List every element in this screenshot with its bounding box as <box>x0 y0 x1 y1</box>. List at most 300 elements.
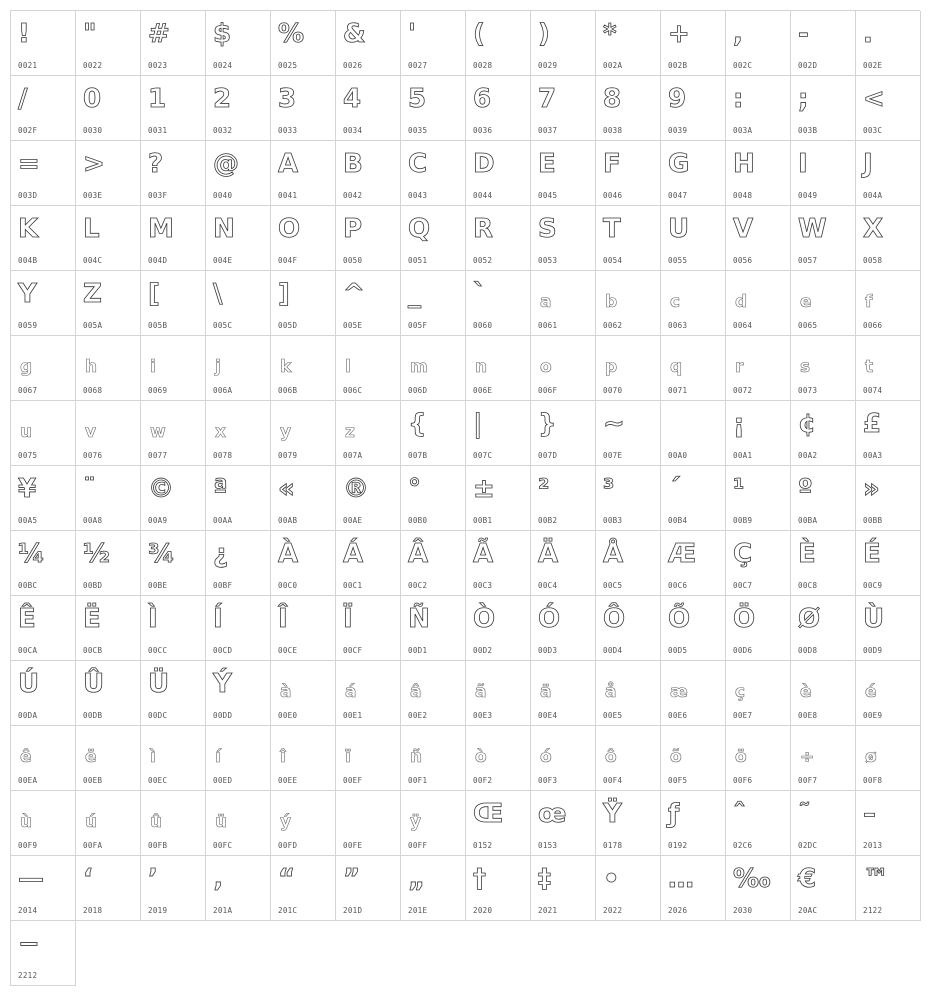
glyph-code-label: 0030 <box>83 126 103 135</box>
glyph-code-label: 0047 <box>668 191 688 200</box>
glyph-grid <box>10 10 920 986</box>
glyph-code-label: 00A3 <box>863 451 883 460</box>
glyph-sample: ï <box>345 747 351 767</box>
glyph-cell <box>206 726 271 791</box>
glyph-cell <box>596 726 661 791</box>
glyph-sample: £ <box>863 409 882 439</box>
glyph-code-label: 201D <box>343 906 363 915</box>
glyph-code-label: 00C4 <box>538 581 558 590</box>
glyph-code-label: 007E <box>603 451 623 460</box>
glyph-sample: ê <box>20 747 32 767</box>
glyph-code-label: 00CA <box>18 646 38 655</box>
glyph-cell <box>271 206 336 271</box>
glyph-cell <box>271 791 336 856</box>
glyph-sample: Ù <box>863 604 885 634</box>
glyph-code-label: 2020 <box>473 906 493 915</box>
glyph-code-label: 003E <box>83 191 103 200</box>
glyph-code-label: 0153 <box>538 841 558 850</box>
glyph-code-label: 00FD <box>278 841 298 850</box>
glyph-code-label: 0070 <box>603 386 623 395</box>
glyph-sample: B <box>343 149 363 179</box>
glyph-cell <box>791 271 856 336</box>
glyph-code-label: 0079 <box>278 451 298 460</box>
glyph-cell <box>206 206 271 271</box>
glyph-sample: È <box>798 539 816 569</box>
glyph-code-label: 0075 <box>18 451 38 460</box>
glyph-sample: ) <box>538 19 550 49</box>
glyph-sample: h <box>85 357 98 377</box>
glyph-cell <box>271 466 336 531</box>
glyph-code-label: 00DD <box>213 711 233 720</box>
glyph-cell <box>11 336 76 401</box>
glyph-sample: a <box>540 292 552 312</box>
glyph-code-label: 00E5 <box>603 711 623 720</box>
glyph-code-label: 004E <box>213 256 233 265</box>
glyph-cell <box>856 856 921 921</box>
glyph-code-label: 0063 <box>668 321 688 330</box>
glyph-sample: ( <box>473 19 485 49</box>
glyph-sample: x <box>215 422 226 442</box>
glyph-cell <box>596 336 661 401</box>
glyph-sample: N <box>213 214 235 244</box>
glyph-code-label: 2026 <box>668 906 688 915</box>
glyph-cell <box>76 11 141 76</box>
glyph-code-label: 2018 <box>83 906 103 915</box>
glyph-cell <box>661 76 726 141</box>
glyph-sample: ? <box>148 149 164 179</box>
glyph-sample: 2 <box>213 84 232 114</box>
glyph-cell <box>466 466 531 531</box>
glyph-cell <box>856 596 921 661</box>
glyph-cell <box>76 401 141 466</box>
glyph-code-label: 00C8 <box>798 581 818 590</box>
glyph-cell <box>466 661 531 726</box>
glyph-sample: u <box>20 422 33 442</box>
glyph-cell <box>596 791 661 856</box>
glyph-cell <box>141 466 206 531</box>
glyph-cell <box>466 726 531 791</box>
glyph-cell <box>76 596 141 661</box>
glyph-sample: X <box>863 214 884 244</box>
glyph-code-label: 00E1 <box>343 711 363 720</box>
glyph-cell <box>596 661 661 726</box>
glyph-cell <box>11 661 76 726</box>
glyph-cell <box>401 596 466 661</box>
glyph-code-label: 002E <box>863 61 883 70</box>
glyph-code-label: 005A <box>83 321 103 330</box>
glyph-code-label: 00E9 <box>863 711 883 720</box>
glyph-sample: C <box>408 149 428 179</box>
glyph-cell <box>856 271 921 336</box>
glyph-sample: i <box>150 357 156 377</box>
glyph-sample: Ý <box>213 669 232 699</box>
glyph-sample: õ <box>670 747 682 767</box>
glyph-cell <box>206 401 271 466</box>
glyph-code-label: 00C0 <box>278 581 298 590</box>
glyph-code-label: 00E8 <box>798 711 818 720</box>
glyph-cell <box>856 11 921 76</box>
glyph-cell <box>76 271 141 336</box>
glyph-sample: ‰ <box>733 864 771 894</box>
glyph-sample: à <box>280 682 292 702</box>
glyph-sample: \ <box>213 279 223 309</box>
glyph-sample: ü <box>215 812 228 832</box>
glyph-cell <box>661 661 726 726</box>
glyph-code-label: 007C <box>473 451 493 460</box>
glyph-sample: … <box>668 864 694 894</box>
glyph-code-label: 00BB <box>863 516 883 525</box>
glyph-code-label: 0178 <box>603 841 623 850</box>
glyph-code-label: 0038 <box>603 126 623 135</box>
glyph-code-label: 0033 <box>278 126 298 135</box>
glyph-cell <box>726 856 791 921</box>
glyph-code-label: 00C6 <box>668 581 688 590</box>
glyph-cell <box>336 856 401 921</box>
glyph-cell <box>401 856 466 921</box>
glyph-cell <box>856 791 921 856</box>
glyph-code-label: 2019 <box>148 906 168 915</box>
glyph-sample: Ë <box>83 604 101 634</box>
glyph-code-label: 0023 <box>148 61 168 70</box>
glyph-code-label: 0040 <box>213 191 233 200</box>
glyph-code-label: 0051 <box>408 256 428 265</box>
glyph-sample: _ <box>408 279 421 309</box>
glyph-code-label: 00CC <box>148 646 168 655</box>
glyph-code-label: 00B9 <box>733 516 753 525</box>
glyph-code-label: 0192 <box>668 841 688 850</box>
glyph-sample: ö <box>735 747 747 767</box>
glyph-cell <box>596 856 661 921</box>
glyph-sample: ò <box>475 747 487 767</box>
glyph-code-label: 003C <box>863 126 883 135</box>
glyph-sample: Ã <box>473 539 494 569</box>
glyph-cell <box>401 206 466 271</box>
glyph-cell <box>271 76 336 141</box>
glyph-code-label: 0034 <box>343 126 363 135</box>
glyph-code-label: 2212 <box>18 971 38 980</box>
glyph-sample: < <box>863 84 885 114</box>
glyph-sample: œ <box>538 799 567 829</box>
glyph-sample: " <box>83 19 97 49</box>
glyph-sample: ÿ <box>410 812 422 832</box>
glyph-code-label: 006E <box>473 386 493 395</box>
glyph-cell <box>76 336 141 401</box>
glyph-code-label: 007A <box>343 451 363 460</box>
glyph-cell <box>596 466 661 531</box>
glyph-code-label: 00C3 <box>473 581 493 590</box>
glyph-cell <box>466 856 531 921</box>
glyph-cell <box>141 856 206 921</box>
glyph-sample: } <box>538 409 557 439</box>
glyph-cell <box>791 11 856 76</box>
glyph-sample: n <box>475 357 488 377</box>
glyph-cell <box>726 531 791 596</box>
glyph-cell <box>336 531 401 596</box>
glyph-sample: G <box>668 149 690 179</box>
glyph-cell <box>336 661 401 726</box>
glyph-sample: p <box>605 357 618 377</box>
glyph-cell <box>11 401 76 466</box>
glyph-sample: m <box>410 357 428 377</box>
glyph-sample: ” <box>343 864 361 894</box>
glyph-sample: Î <box>278 604 288 634</box>
glyph-code-label: 0053 <box>538 256 558 265</box>
glyph-code-label: 0067 <box>18 386 38 395</box>
glyph-sample: © <box>148 474 174 504</box>
glyph-code-label: 002B <box>668 61 688 70</box>
glyph-sample: ý <box>280 812 292 832</box>
glyph-sample: 7 <box>538 84 557 114</box>
glyph-sample: É <box>863 539 881 569</box>
glyph-sample: : <box>733 84 744 114</box>
glyph-sample: ¾ <box>148 539 175 569</box>
glyph-cell <box>11 206 76 271</box>
glyph-sample: Ç <box>733 539 753 569</box>
glyph-sample: Õ <box>668 604 691 634</box>
glyph-code-label: 0048 <box>733 191 753 200</box>
glyph-sample: { <box>408 409 427 439</box>
glyph-sample: j <box>215 357 221 377</box>
glyph-code-label: 002C <box>733 61 753 70</box>
glyph-cell <box>271 531 336 596</box>
glyph-sample: ô <box>605 747 617 767</box>
glyph-cell <box>271 271 336 336</box>
glyph-code-label: 00D4 <box>603 646 623 655</box>
glyph-cell <box>11 856 76 921</box>
glyph-code-label: 0024 <box>213 61 233 70</box>
glyph-cell <box>726 76 791 141</box>
glyph-sample: é <box>865 682 877 702</box>
glyph-cell <box>401 791 466 856</box>
glyph-sample: – <box>863 799 876 829</box>
glyph-cell <box>791 661 856 726</box>
glyph-sample: ‘ <box>83 864 93 894</box>
glyph-code-label: 002D <box>798 61 818 70</box>
glyph-sample: ñ <box>410 747 423 767</box>
glyph-sample: å <box>605 682 617 702</box>
glyph-sample: A <box>278 149 299 179</box>
glyph-cell <box>791 141 856 206</box>
glyph-code-label: 00F3 <box>538 776 558 785</box>
glyph-cell <box>336 76 401 141</box>
glyph-sample: w <box>150 422 166 442</box>
glyph-cell <box>531 531 596 596</box>
glyph-sample: Ì <box>148 604 158 634</box>
glyph-cell <box>856 661 921 726</box>
glyph-cell <box>661 726 726 791</box>
glyph-code-label: 00D8 <box>798 646 818 655</box>
glyph-code-label: 2021 <box>538 906 558 915</box>
glyph-sample: $ <box>213 19 232 49</box>
glyph-cell <box>661 596 726 661</box>
glyph-sample: l <box>345 357 351 377</box>
glyph-sample: » <box>863 474 880 504</box>
glyph-cell <box>336 271 401 336</box>
glyph-sample: “ <box>278 864 296 894</box>
glyph-code-label: 00A0 <box>668 451 688 460</box>
glyph-code-label: 00F8 <box>863 776 883 785</box>
glyph-sample: & <box>343 19 366 49</box>
glyph-cell <box>401 336 466 401</box>
glyph-sample: Ÿ <box>603 799 622 829</box>
glyph-code-label: 0071 <box>668 386 688 395</box>
glyph-code-label: 0066 <box>863 321 883 330</box>
glyph-sample: ç <box>735 682 746 702</box>
glyph-cell <box>11 531 76 596</box>
glyph-sample: ë <box>85 747 97 767</box>
glyph-code-label: 00EB <box>83 776 103 785</box>
glyph-sample: P <box>343 214 363 244</box>
glyph-cell <box>726 401 791 466</box>
glyph-cell <box>206 791 271 856</box>
glyph-cell <box>206 336 271 401</box>
glyph-code-label: 0031 <box>148 126 168 135</box>
glyph-cell <box>856 531 921 596</box>
glyph-code-label: 00CB <box>83 646 103 655</box>
glyph-code-label: 00F9 <box>18 841 38 850</box>
glyph-cell <box>271 661 336 726</box>
glyph-cell <box>661 11 726 76</box>
glyph-sample: ÷ <box>800 747 815 767</box>
glyph-code-label: 00AB <box>278 516 298 525</box>
glyph-cell <box>791 206 856 271</box>
glyph-sample: Ø <box>798 604 821 634</box>
glyph-cell <box>336 726 401 791</box>
glyph-code-label: 0035 <box>408 126 428 135</box>
glyph-code-label: 00F7 <box>798 776 818 785</box>
glyph-code-label: 2014 <box>18 906 38 915</box>
glyph-cell <box>141 11 206 76</box>
glyph-code-label: 0152 <box>473 841 493 850</box>
glyph-sample: r <box>735 357 744 377</box>
glyph-cell <box>271 856 336 921</box>
glyph-sample: Ô <box>603 604 626 634</box>
glyph-code-label: 0027 <box>408 61 428 70</box>
glyph-code-label: 00A9 <box>148 516 168 525</box>
glyph-code-label: 006A <box>213 386 233 395</box>
glyph-code-label: 003B <box>798 126 818 135</box>
glyph-code-label: 00E3 <box>473 711 493 720</box>
glyph-cell <box>856 141 921 206</box>
glyph-sample: Q <box>408 214 431 244</box>
glyph-code-label: 00EC <box>148 776 168 785</box>
glyph-code-label: 00F1 <box>408 776 428 785</box>
glyph-code-label: 2013 <box>863 841 883 850</box>
glyph-cell <box>76 76 141 141</box>
glyph-sample: D <box>473 149 495 179</box>
glyph-cell <box>76 466 141 531</box>
glyph-sample: f <box>865 292 873 312</box>
glyph-cell <box>11 271 76 336</box>
glyph-code-label: 00F4 <box>603 776 623 785</box>
glyph-cell <box>791 401 856 466</box>
glyph-code-label: 0059 <box>18 321 38 330</box>
glyph-cell <box>401 661 466 726</box>
glyph-code-label: 02DC <box>798 841 818 850</box>
glyph-sample: o <box>540 357 552 377</box>
glyph-sample: E <box>538 149 556 179</box>
glyph-sample: J <box>863 149 873 179</box>
glyph-cell <box>11 596 76 661</box>
glyph-sample: ¼ <box>18 539 45 569</box>
glyph-code-label: 0077 <box>148 451 168 460</box>
glyph-cell <box>531 466 596 531</box>
glyph-code-label: 00F6 <box>733 776 753 785</box>
glyph-code-label: 00A8 <box>83 516 103 525</box>
glyph-cell <box>76 661 141 726</box>
glyph-code-label: 2122 <box>863 906 883 915</box>
glyph-sample: ˆ <box>733 799 746 829</box>
glyph-code-label: 0078 <box>213 451 233 460</box>
glyph-sample: ² <box>538 474 550 504</box>
glyph-sample: ¨ <box>83 474 96 504</box>
glyph-code-label: 004C <box>83 256 103 265</box>
glyph-code-label: 0028 <box>473 61 493 70</box>
glyph-code-label: 003D <box>18 191 38 200</box>
glyph-code-label: 201C <box>278 906 298 915</box>
glyph-code-label: 00B2 <box>538 516 558 525</box>
glyph-sample: Á <box>343 539 364 569</box>
glyph-code-label: 0042 <box>343 191 363 200</box>
glyph-sample: ˜ <box>798 799 811 829</box>
glyph-code-label: 00FB <box>148 841 168 850</box>
glyph-sample: ó <box>540 747 552 767</box>
glyph-cell <box>791 531 856 596</box>
glyph-code-label: 00CD <box>213 646 233 655</box>
glyph-code-label: 0052 <box>473 256 493 265</box>
glyph-cell <box>336 11 401 76</box>
glyph-code-label: 005E <box>343 321 363 330</box>
glyph-sample: € <box>798 864 817 894</box>
glyph-cell <box>466 596 531 661</box>
glyph-cell <box>531 661 596 726</box>
glyph-cell <box>76 856 141 921</box>
glyph-cell <box>596 596 661 661</box>
glyph-sample: ú <box>85 812 98 832</box>
glyph-cell <box>11 921 76 986</box>
glyph-cell <box>856 76 921 141</box>
glyph-cell <box>76 531 141 596</box>
glyph-cell <box>336 206 401 271</box>
glyph-sample: À <box>278 539 299 569</box>
glyph-code-label: 006F <box>538 386 558 395</box>
glyph-cell <box>76 206 141 271</box>
glyph-code-label: 0049 <box>798 191 818 200</box>
glyph-sample: ` <box>473 279 486 309</box>
glyph-cell <box>401 76 466 141</box>
glyph-code-label: 002F <box>18 126 38 135</box>
glyph-code-label: 00C1 <box>343 581 363 590</box>
glyph-sample: ¢ <box>798 409 817 439</box>
glyph-code-label: 00F5 <box>668 776 688 785</box>
glyph-code-label: 0021 <box>18 61 38 70</box>
glyph-cell <box>531 76 596 141</box>
glyph-cell <box>141 141 206 206</box>
glyph-sample: ^ <box>343 279 365 309</box>
glyph-sample: Í <box>213 604 223 634</box>
glyph-cell <box>726 791 791 856</box>
glyph-cell <box>466 76 531 141</box>
glyph-code-label: 0039 <box>668 126 688 135</box>
glyph-cell <box>336 791 401 856</box>
glyph-code-label: 20AC <box>798 906 818 915</box>
glyph-sample: O <box>278 214 301 244</box>
glyph-code-label: 00D3 <box>538 646 558 655</box>
glyph-code-label: 00BC <box>18 581 38 590</box>
glyph-code-label: 00E0 <box>278 711 298 720</box>
glyph-code-label: 005D <box>278 321 298 330</box>
glyph-code-label: 00E7 <box>733 711 753 720</box>
